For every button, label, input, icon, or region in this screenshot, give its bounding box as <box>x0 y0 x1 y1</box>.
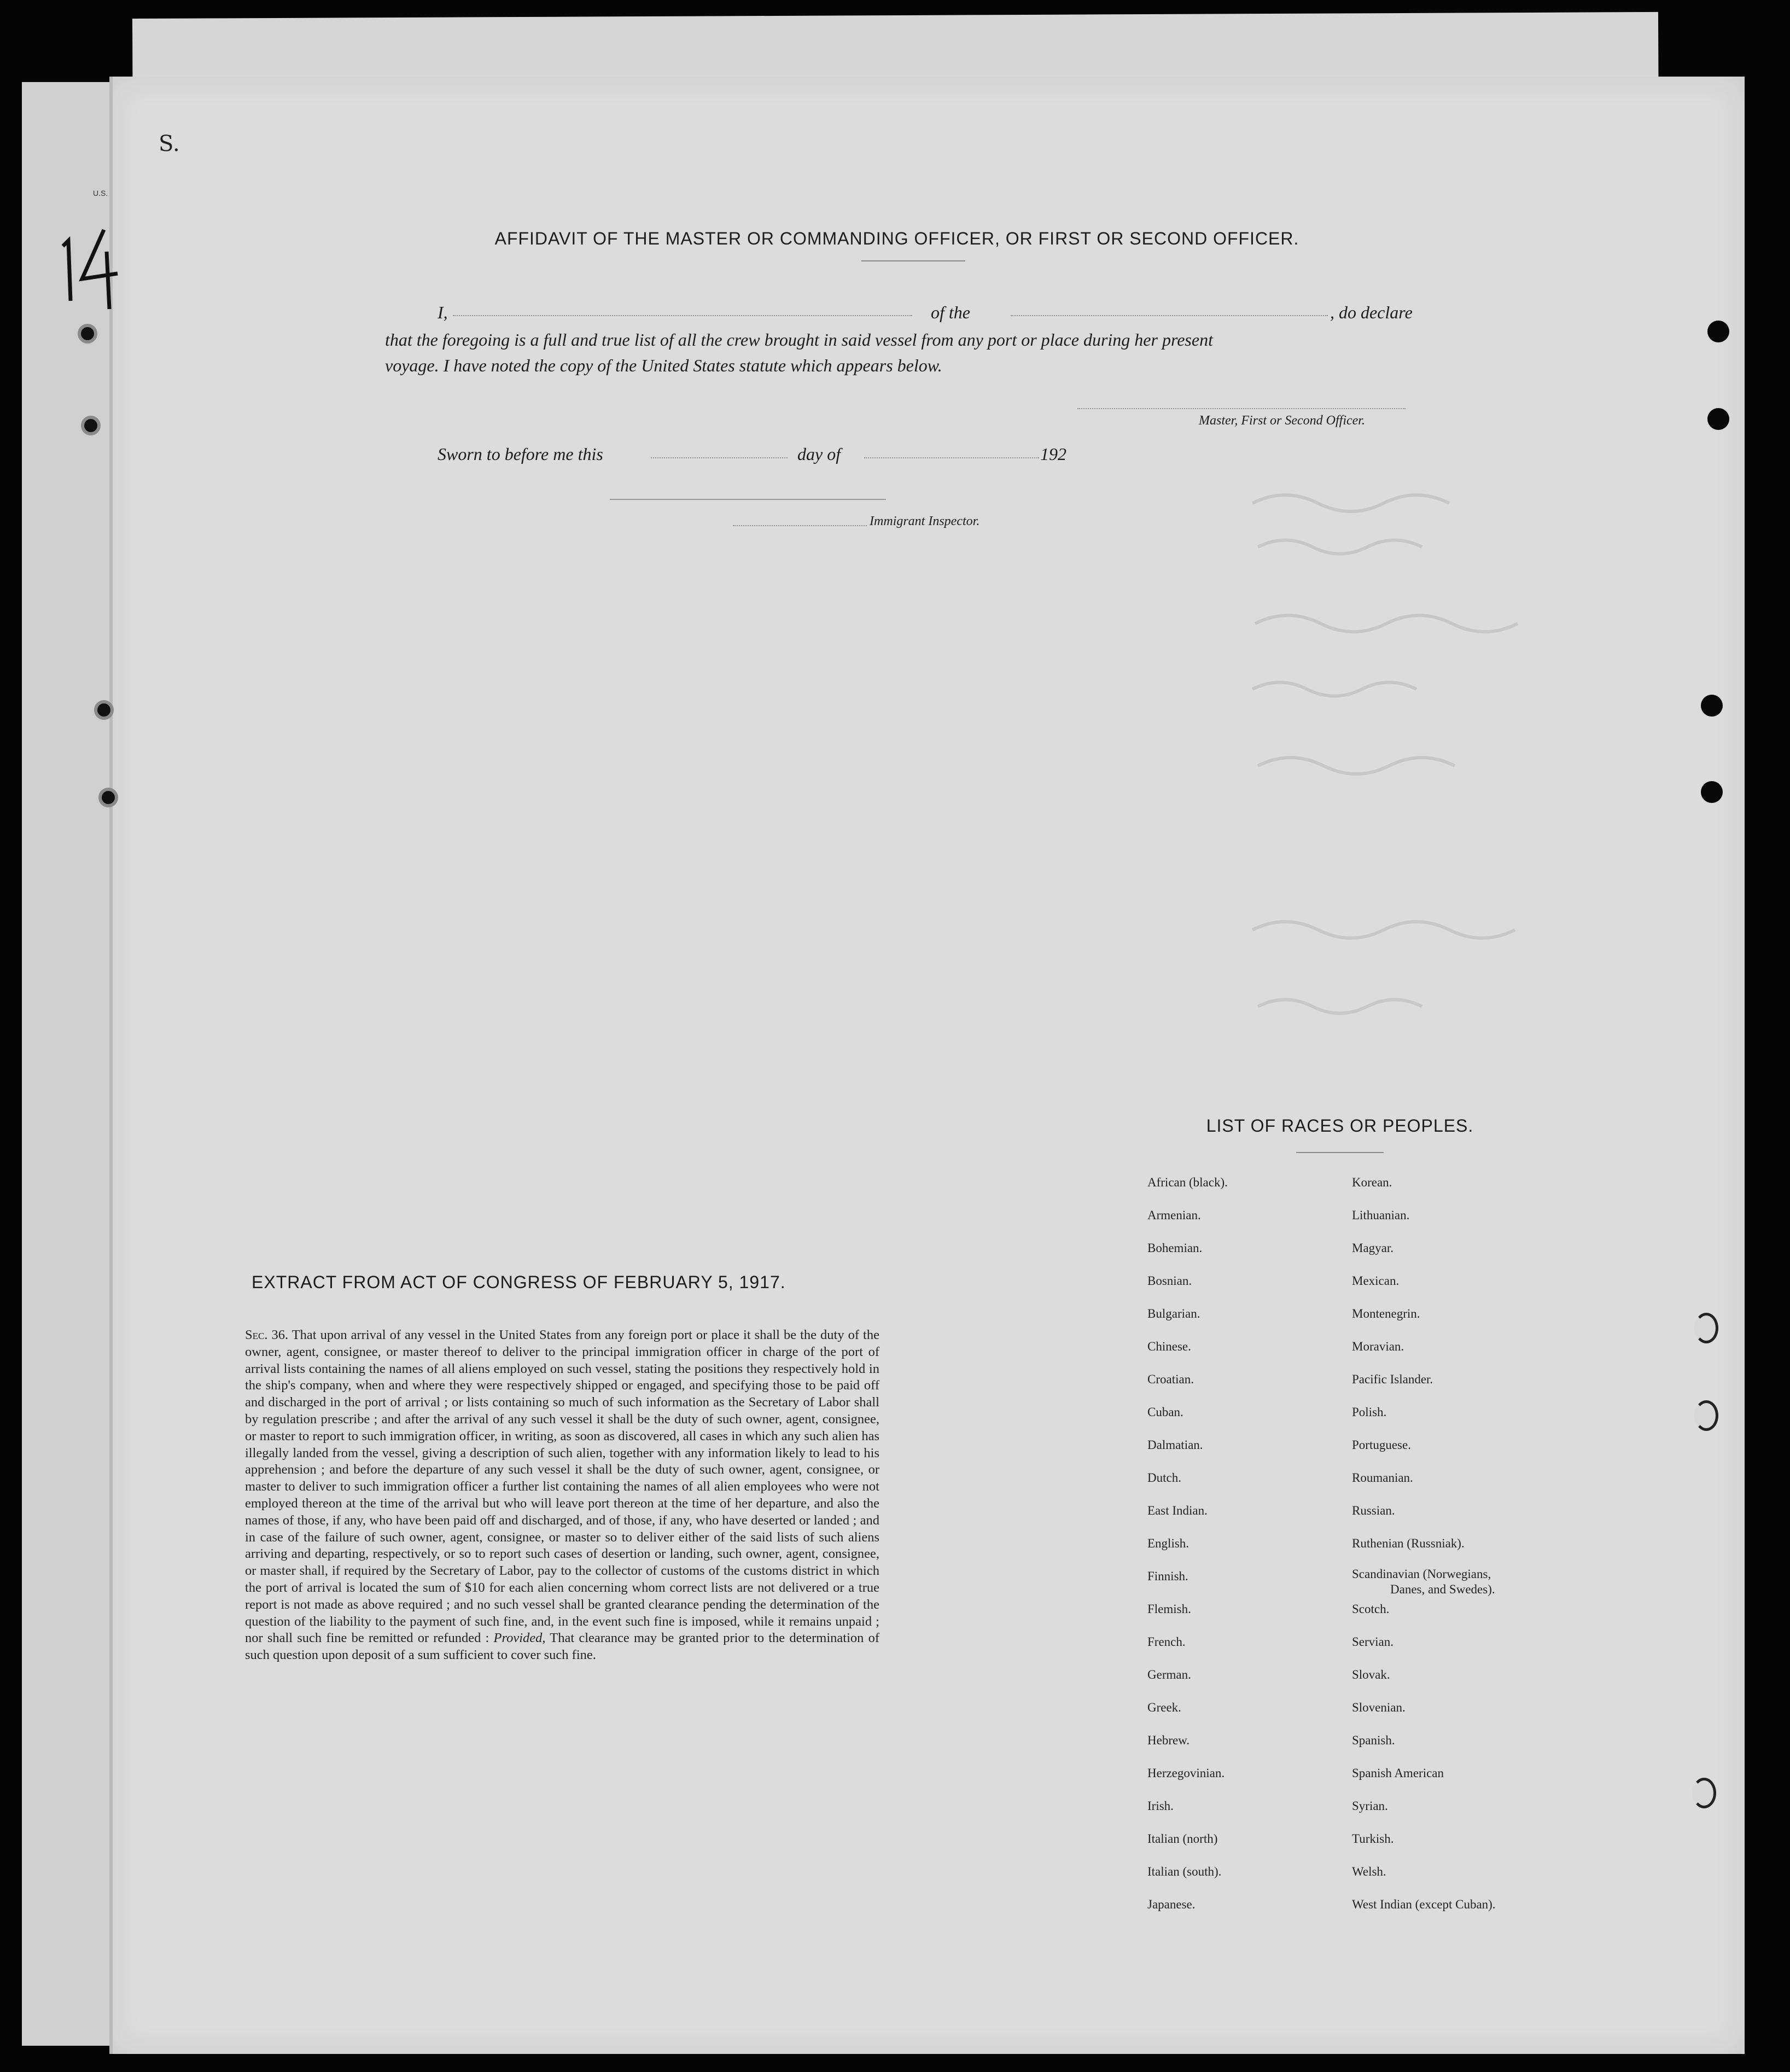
binder-hole <box>1707 321 1729 342</box>
race-item: Dalmatian. <box>1147 1438 1203 1452</box>
binder-hole <box>1707 408 1729 430</box>
race-item: Dutch. <box>1147 1471 1181 1485</box>
race-item: Italian (south). <box>1147 1865 1222 1878</box>
binder-ring-hole <box>1694 1400 1718 1431</box>
race-item: Scotch. <box>1352 1602 1390 1616</box>
race-item: Lithuanian. <box>1352 1208 1410 1222</box>
declaration-do-declare-label: , do declare <box>1330 302 1413 322</box>
race-item: Armenian. <box>1147 1208 1201 1222</box>
inspector-signature-blank[interactable] <box>733 525 867 526</box>
race-item: Montenegrin. <box>1352 1307 1420 1320</box>
corner-mark: S. <box>159 131 180 156</box>
race-item: German. <box>1147 1668 1191 1681</box>
race-item: West Indian (except Cuban). <box>1352 1898 1496 1911</box>
race-item: Irish. <box>1147 1799 1174 1813</box>
race-item: Syrian. <box>1352 1799 1388 1813</box>
binder-hole <box>81 416 101 435</box>
race-item: Chinese. <box>1147 1340 1191 1353</box>
race-item: Pacific Islander. <box>1352 1372 1433 1386</box>
binder-hole <box>94 700 114 720</box>
race-item: Scandinavian (Norwegians, <box>1352 1567 1491 1581</box>
binder-ring-hole <box>1694 1313 1718 1343</box>
race-item: Hebrew. <box>1147 1733 1190 1747</box>
race-item: Cuban. <box>1147 1405 1183 1419</box>
binder-hole <box>78 324 97 344</box>
inspector-signature-line <box>610 499 886 500</box>
show-through-handwriting <box>1247 481 1630 1138</box>
race-item: Italian (north) <box>1147 1832 1218 1846</box>
races-title: LIST OF RACES OR PEOPLES. <box>1206 1116 1474 1136</box>
us-mark: U.S. <box>93 189 108 197</box>
declaration-line-2: that the foregoing is a full and true list of all the crew brought in said vessel from any port or place during her present <box>385 330 1213 350</box>
races-title-rule <box>1296 1152 1384 1153</box>
extract-title: EXTRACT FROM ACT OF CONGRESS OF FEBRUARY 5, 1917. <box>252 1272 786 1292</box>
declaration-i-label: I, <box>438 302 448 322</box>
handwritten-number-14 <box>52 219 123 312</box>
race-item: French. <box>1147 1635 1186 1649</box>
sworn-day-blank[interactable] <box>651 457 788 458</box>
section-36-text <box>245 1327 879 1664</box>
officer-name-blank[interactable] <box>453 315 912 316</box>
section-label: Sec. 36. <box>245 1328 289 1342</box>
race-item: Herzegovinian. <box>1147 1766 1225 1780</box>
race-item: Bosnian. <box>1147 1274 1192 1288</box>
race-item: English. <box>1147 1536 1190 1550</box>
section-body-part1: That upon arrival of any vessel in the United States from any foreign port or place it shall be the duty of the owner, agent, consignee, or master thereof to deliver to the principal immigration officer in charge of the port of arrival lists containing the names of all aliens employed on such vessel, stating the positions they respectively hold in the ship's company, when and where they were respectively shipped or engaged, and specifying those to be paid off and discharged in the port of arrival ; or lists containing so much of such information as the Secretary of Labor shall by regulation prescribe ; and after the arrival of any such vessel it shall be the duty of such owner, agent, consignee, or master to report to such immigration officer, in writing, as soon as discovered, all cases in which any such alien has illegally landed from the vessel, giving a description of such alien, together with any information likely to lead to his apprehension ; and before the departure of any such vessel it shall be the duty of such owner, agent, consignee, or master to deliver to such immigration officer a further list containing the names of all alien employees who were not employed thereon at the time of the arrival but who will leave port thereon at the time of her departure, and also the names of those, if any, who have been paid off and discharged, and of those, if any, who have deserted or landed ; and in case of the failure of such owner, agent, consignee, or master so to deliver either of the said lists of such aliens arriving and departing, respectively, or so to report such cases of desertion or landing, such owner, agent, consignee, or master shall, if required by the Secretary of Labor, pay to the collector of customs of the customs district in which the port of arrival is located the sum of $10 for each alien concerning whom correct lists are not delivered or a true report is not made as above required ; and no such vessel shall be granted clearance pending the determination of the question of the liability to the payment of such fine, and, in the event such fine is imposed, while it remains unpaid ; nor shall such fine be remitted or refunded : <box>245 1328 879 1646</box>
page-edge <box>109 77 113 2054</box>
race-item: Turkish. <box>1352 1832 1394 1846</box>
binder-ring-hole <box>1692 1778 1716 1808</box>
race-item: Russian. <box>1352 1504 1395 1517</box>
race-item: Welsh. <box>1352 1865 1386 1878</box>
race-item: Spanish American <box>1352 1766 1444 1780</box>
race-item: Spanish. <box>1352 1733 1395 1747</box>
vessel-name-blank[interactable] <box>1011 315 1328 316</box>
section-body-part2: That clearance may be granted prior to the determination of such question upon deposit of a sum sufficient to cover such fine. <box>245 1631 879 1663</box>
binder-hole <box>98 788 118 807</box>
race-item: Roumanian. <box>1352 1471 1413 1485</box>
race-item: Flemish. <box>1147 1602 1191 1616</box>
race-item: Magyar. <box>1352 1241 1394 1255</box>
declaration-line-3: voyage. I have noted the copy of the United States statute which appears below. <box>385 356 942 375</box>
sworn-month-blank[interactable] <box>864 457 1039 458</box>
race-item: Slovenian. <box>1352 1701 1406 1714</box>
race-item-continuation: Danes, and Swedes). <box>1390 1582 1495 1596</box>
provided-word: Provided, <box>493 1631 546 1646</box>
binder-hole <box>1701 695 1723 717</box>
affidavit-title: AFFIDAVIT OF THE MASTER OR COMMANDING OFFICER, OR FIRST OR SECOND OFFICER. <box>494 229 1299 248</box>
inspector-label: Immigrant Inspector. <box>870 514 980 528</box>
officer-signature-label: Master, First or Second Officer. <box>1199 414 1365 428</box>
race-item: African (black). <box>1147 1175 1228 1189</box>
race-item: Bohemian. <box>1147 1241 1203 1255</box>
declaration-of-the-label: of the <box>931 302 970 322</box>
binder-hole <box>1701 781 1723 803</box>
title-rule <box>861 260 965 261</box>
race-item: Ruthenian (Russniak). <box>1352 1536 1465 1550</box>
race-item: Bulgarian. <box>1147 1307 1200 1320</box>
race-item: Korean. <box>1352 1175 1392 1189</box>
race-item: Moravian. <box>1352 1340 1404 1353</box>
race-item: Finnish. <box>1147 1569 1188 1583</box>
sworn-label: Sworn to before me this <box>438 444 603 464</box>
officer-signature-blank[interactable] <box>1077 408 1406 409</box>
day-of-label: day of <box>797 444 841 464</box>
race-item: Greek. <box>1147 1701 1181 1714</box>
race-item: Polish. <box>1352 1405 1387 1419</box>
race-item: Mexican. <box>1352 1274 1400 1288</box>
race-item: Servian. <box>1352 1635 1394 1649</box>
race-item: Croatian. <box>1147 1372 1194 1386</box>
year-prefix: 192 <box>1040 444 1066 464</box>
race-item: Portuguese. <box>1352 1438 1411 1452</box>
race-item: Japanese. <box>1147 1898 1196 1911</box>
race-item: East Indian. <box>1147 1504 1208 1517</box>
race-item: Slovak. <box>1352 1668 1390 1681</box>
